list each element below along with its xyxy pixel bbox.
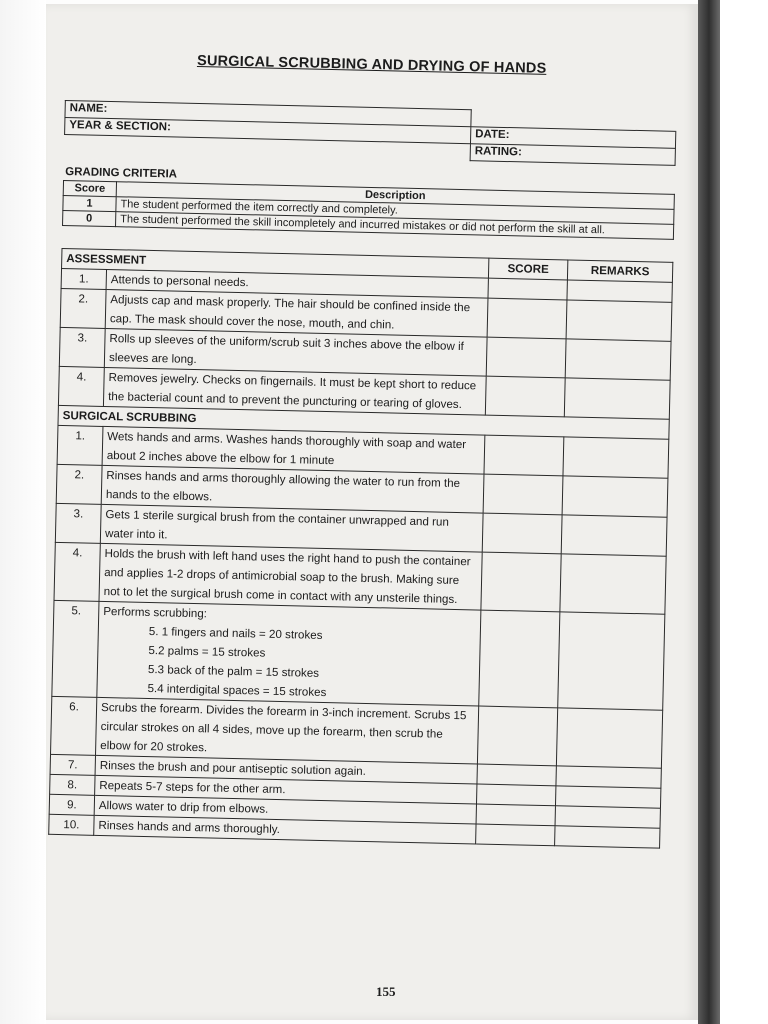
score-cell[interactable] bbox=[479, 610, 560, 708]
grading-description: The student performed the item correctly and completely. bbox=[116, 197, 674, 225]
item-number: 4. bbox=[54, 542, 100, 601]
date-field[interactable]: DATE: bbox=[470, 127, 675, 149]
score-cell[interactable] bbox=[476, 804, 555, 826]
item-text: Rolls up sleeves of the uniform/scrub suit 3 inches above the elbow if sleeves are long. bbox=[104, 328, 487, 376]
remarks-cell[interactable] bbox=[556, 766, 661, 788]
grading-score: 1 bbox=[63, 195, 116, 211]
sub-item: 5.4 interdigital spaces = 15 strokes bbox=[147, 682, 327, 700]
item-number: 7. bbox=[50, 754, 95, 775]
assessment-header: ASSESSMENT bbox=[62, 248, 489, 278]
item-text-with-subitems bbox=[97, 601, 481, 706]
remarks-cell[interactable] bbox=[562, 476, 668, 517]
item-text: Rinses the brush and pour antiseptic solution again. bbox=[95, 755, 477, 784]
remarks-cell[interactable] bbox=[555, 826, 660, 848]
page-number: 155 bbox=[376, 984, 396, 999]
score-cell[interactable] bbox=[488, 278, 567, 300]
item-number: 2. bbox=[56, 464, 102, 504]
name-field[interactable]: NAME: bbox=[65, 100, 471, 126]
sub-item: 5.3 back of the palm = 15 strokes bbox=[147, 663, 320, 680]
remarks-cell[interactable] bbox=[556, 708, 662, 768]
score-cell[interactable] bbox=[481, 552, 561, 612]
sub-item: 5.2 palms = 15 strokes bbox=[148, 644, 266, 660]
assessment-table bbox=[48, 248, 673, 849]
remarks-column-header: REMARKS bbox=[567, 260, 672, 282]
remarks-cell[interactable] bbox=[565, 339, 671, 380]
item-text: Removes jewelry. Checks on fingernails. It must be kept short to reduce the bacterial count and to prevent the puncturing or tearing of gloves. bbox=[103, 367, 486, 415]
document-title: SURGICAL SCRUBBING AND DRYING OF HANDS bbox=[196, 52, 547, 77]
document-content bbox=[48, 50, 678, 849]
item-text: Scrubs the forearm. Divides the forearm in 3-inch increment. Scrubs 15 circular strokes on all 4 sides, move up the forearm, then scrub the elbow for 20 strokes. bbox=[96, 697, 479, 764]
item-text: Rinses hands and arms thoroughly allowing the water to run from the hands to the elbows. bbox=[101, 465, 484, 513]
surgical-scrubbing-header: SURGICAL SCRUBBING bbox=[58, 405, 669, 439]
score-cell[interactable] bbox=[482, 513, 562, 554]
score-column-header: SCORE bbox=[488, 258, 567, 280]
remarks-cell[interactable] bbox=[561, 515, 667, 556]
grading-score-header: Score bbox=[63, 180, 116, 196]
remarks-cell[interactable] bbox=[567, 280, 672, 302]
grading-description: The student performed the skill incompletely and incurred mistakes or did not perform the skill at all. bbox=[116, 212, 674, 240]
item-text: Performs scrubbing: bbox=[103, 604, 208, 621]
item-number: 1. bbox=[61, 268, 106, 289]
book-binding bbox=[698, 0, 720, 1024]
score-cell[interactable] bbox=[487, 298, 567, 339]
scrubbing-row bbox=[52, 600, 665, 710]
item-number: 3. bbox=[55, 503, 101, 543]
item-number: 6. bbox=[51, 696, 97, 755]
item-number: 1. bbox=[57, 425, 103, 465]
item-text: Repeats 5-7 steps for the other arm. bbox=[95, 775, 477, 804]
grading-criteria-label: GRADING CRITERIA bbox=[65, 166, 178, 181]
score-cell[interactable] bbox=[484, 435, 564, 476]
remarks-cell[interactable] bbox=[555, 806, 660, 828]
item-number: 8. bbox=[50, 774, 95, 795]
item-number: 4. bbox=[58, 366, 104, 406]
remarks-cell[interactable] bbox=[560, 554, 666, 614]
page-left-margin bbox=[0, 0, 46, 1024]
rating-field[interactable]: RATING: bbox=[470, 144, 675, 166]
year-section-field[interactable]: YEAR & SECTION: bbox=[65, 117, 471, 143]
item-text: Wets hands and arms. Washes hands thoroughly with soap and water about 2 inches above the elbow for 1 minute bbox=[102, 426, 485, 474]
item-number: 2. bbox=[60, 288, 106, 328]
grading-description-header: Description bbox=[116, 182, 674, 210]
remarks-cell[interactable] bbox=[566, 300, 672, 341]
score-cell[interactable] bbox=[483, 474, 563, 515]
item-number: 3. bbox=[59, 327, 105, 367]
score-cell[interactable] bbox=[476, 824, 555, 846]
item-number: 5. bbox=[52, 600, 99, 697]
item-text: Attends to personal needs. bbox=[106, 269, 488, 298]
item-text: Rinses hands and arms thoroughly. bbox=[94, 815, 476, 844]
item-text: Allows water to drip from elbows. bbox=[94, 795, 476, 824]
score-cell[interactable] bbox=[476, 784, 555, 806]
item-number: 9. bbox=[49, 794, 94, 815]
student-info-table bbox=[64, 100, 677, 166]
remarks-cell[interactable] bbox=[555, 786, 660, 808]
page-right-margin bbox=[720, 0, 768, 1024]
item-number: 10. bbox=[49, 814, 94, 835]
item-text: Holds the brush with left hand uses the right hand to push the container and applies 1-2 drops of antimicrobial soap to the brush. Making sure not to let the surgical brush come in contact with any unsterile things. bbox=[99, 543, 482, 610]
score-cell[interactable] bbox=[485, 376, 565, 417]
item-text: Gets 1 sterile surgical brush from the container unwrapped and run water into it. bbox=[100, 504, 483, 552]
item-text: Adjusts cap and mask properly. The hair should be confined inside the cap. The mask should cover the nose, mouth, and chin. bbox=[105, 289, 488, 337]
score-cell[interactable] bbox=[477, 706, 557, 766]
remarks-cell[interactable] bbox=[563, 437, 669, 478]
remarks-cell[interactable] bbox=[558, 612, 665, 710]
sub-item: 5. 1 fingers and nails = 20 strokes bbox=[148, 625, 323, 642]
score-cell[interactable] bbox=[477, 764, 556, 786]
grading-score: 0 bbox=[63, 210, 116, 226]
remarks-cell[interactable] bbox=[564, 378, 670, 419]
score-cell[interactable] bbox=[486, 337, 566, 378]
